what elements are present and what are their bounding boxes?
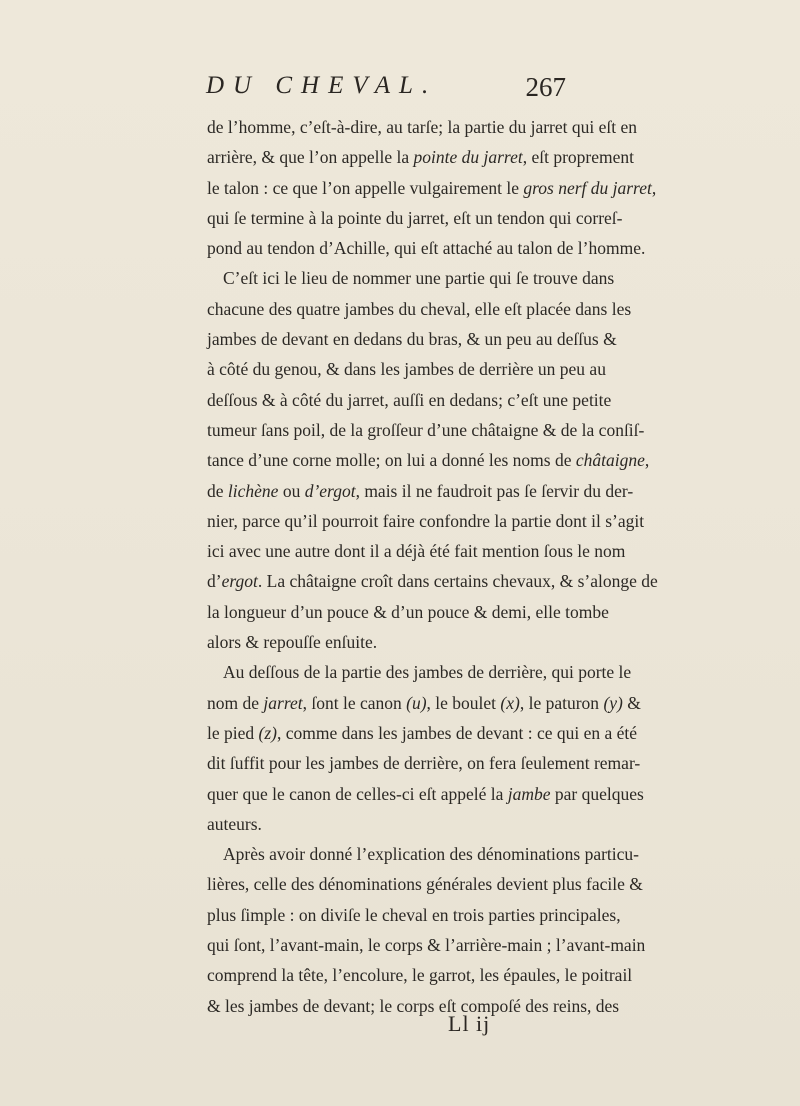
text-line [207, 779, 644, 809]
text-run: deſſous & à côté du jarret, auſſi en dedans; c’eſt une petite [207, 389, 612, 410]
text-run: tumeur ſans poil, de la groſſeur d’une châtaigne & de la conſiſ- [207, 419, 645, 440]
text-run: qui ſont, l’avant-main, le corps & l’arrière-main ; l’avant-main [207, 935, 646, 956]
text-run: par quelques [550, 783, 644, 804]
text-line [207, 536, 626, 566]
text-line [207, 991, 620, 1021]
text-line [207, 869, 643, 899]
italic-term: châtaigne [575, 450, 645, 471]
text-run: lières, celle des dénominations générales devient plus facile & [207, 874, 643, 895]
text-run: , mais il ne faudroit pas ſe ſervir du der- [355, 480, 634, 501]
text-run: dit ſuffit pour les jambes de derrière, on fera ſeulement remar- [207, 753, 641, 774]
text-line [207, 294, 632, 324]
text-line [207, 203, 623, 233]
text-run: , ſont le canon [302, 692, 407, 713]
italic-term: (x) [500, 692, 520, 713]
text-line [207, 566, 658, 596]
text-run: quer que le canon de celles-ci eſt appelé la [207, 783, 508, 804]
text-run: le talon : ce que l’on appelle vulgairement le [207, 177, 524, 198]
text-line [207, 657, 632, 687]
text-run: Au deſſous de la partie des jambes de derrière, qui porte le [223, 662, 632, 683]
text-run: comprend la tête, l’encolure, le garrot, les épaules, le poitrail [207, 965, 633, 986]
text-run: , [644, 450, 650, 471]
italic-term: d’ergot [304, 480, 356, 501]
text-run: nom de [207, 692, 264, 713]
text-line [207, 627, 570, 657]
italic-term: jarret [263, 692, 303, 713]
body-text [207, 112, 658, 1021]
text-line [207, 263, 615, 293]
text-line [207, 354, 606, 384]
text-run: , comme dans les jambes de devant : ce qui en a été [276, 722, 638, 743]
text-run: de l’homme, c’eſt-à-dire, au tarſe; la partie du jarret qui eſt en [207, 117, 638, 137]
italic-term: ergot [221, 571, 258, 592]
text-line [207, 900, 621, 930]
text-run: ici avec une autre dont il a déjà été fait mention ſous le nom [207, 541, 626, 562]
text-run: auteurs. [207, 813, 262, 834]
text-line [207, 112, 638, 142]
page-number: 267 [525, 72, 566, 102]
text-line [207, 718, 638, 748]
text-line [207, 233, 646, 263]
text-run: , le paturon [519, 692, 604, 713]
italic-term: gros nerf du jarret [523, 177, 652, 198]
text-run: chacune des quatre jambes du cheval, elle eſt placée dans les [207, 298, 632, 319]
text-run: alors & repouſſe enſuite. [207, 632, 378, 653]
text-line [207, 173, 657, 203]
italic-term: (u) [406, 692, 427, 713]
text-run: & [622, 692, 641, 713]
text-run: qui ſe termine à la pointe du jarret, eſt un tendon qui correſ- [207, 207, 623, 228]
text-line [207, 506, 645, 536]
text-run: le pied [207, 722, 259, 743]
italic-term: lichène [227, 480, 279, 501]
italic-term: (z) [258, 722, 277, 743]
text-run: d’ [207, 571, 222, 592]
text-line [207, 142, 634, 172]
text-line [207, 476, 634, 506]
text-run: tance d’une corne molle; on lui a donné les noms de [207, 450, 576, 471]
text-run: à côté du genou, & dans les jambes de derrière un peu au [207, 359, 606, 380]
text-run: nier, parce qu’il pourroit faire confondre la partie dont il s’agit [207, 510, 645, 531]
text-run: arrière, & que l’on appelle la [207, 147, 414, 168]
text-run: ou [278, 480, 305, 501]
text-line [207, 385, 612, 415]
text-run: , le boulet [426, 692, 501, 713]
italic-term: (y) [603, 692, 623, 713]
italic-term: pointe du jarret [413, 147, 523, 168]
text-line [207, 415, 645, 445]
text-line [207, 809, 570, 839]
text-line [207, 445, 650, 475]
text-run: , eſt proprement [522, 147, 634, 168]
text-line [207, 748, 641, 778]
text-line [207, 930, 646, 960]
signature-mark: Ll ij [448, 1011, 491, 1036]
text-run: jambes de devant en dedans du bras, & un peu au deſſus & [207, 329, 617, 350]
text-run: la longueur d’un pouce & d’un pouce & demi, elle tombe [207, 601, 609, 622]
text-run: C’eſt ici le lieu de nommer une partie qui ſe trouve dans [223, 268, 615, 289]
running-title: DU CHEVAL. [206, 72, 438, 99]
text-line [207, 324, 617, 354]
text-run: de [207, 480, 228, 501]
text-line [207, 960, 633, 990]
text-run: , [651, 177, 657, 198]
text-line [207, 839, 639, 869]
italic-term: jambe [507, 783, 551, 804]
text-line [207, 597, 609, 627]
text-run: . La châtaigne croît dans certains chevaux, & s’alonge de [257, 571, 658, 592]
text-line [207, 688, 641, 718]
text-run: pond au tendon d’Achille, qui eſt attaché au talon de l’homme. [207, 238, 646, 259]
text-run: & les jambes de devant; le corps eſt compoſé des reins, des [207, 995, 620, 1016]
text-run: plus ſimple : on diviſe le cheval en trois parties principales, [207, 904, 621, 925]
running-head [206, 72, 566, 112]
text-run: Après avoir donné l’explication des dénominations particu- [223, 844, 639, 865]
